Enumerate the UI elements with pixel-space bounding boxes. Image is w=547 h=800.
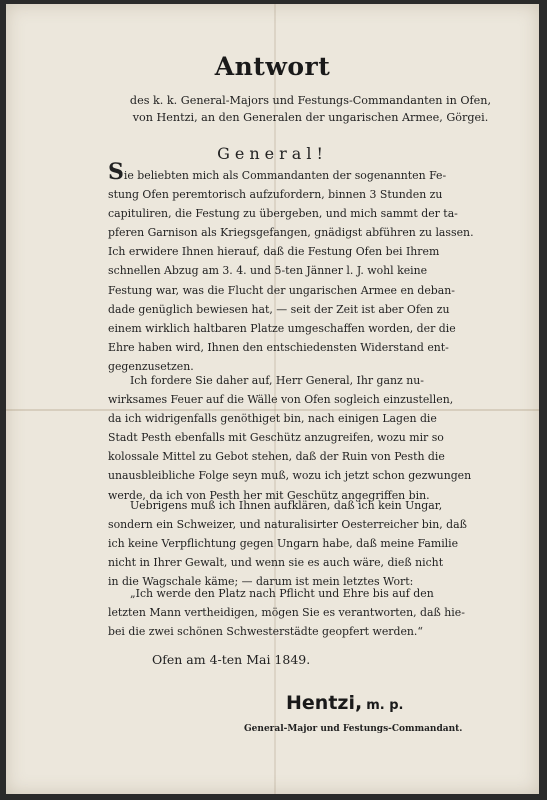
paragraph-line: schnellen Abzug am 3. 4. und 5-ten Jänner l. J. wohl keine <box>108 264 428 278</box>
paragraph-4-quote <box>108 584 465 641</box>
paragraph-line: kolossale Mittel zu Gebot stehen, daß der Ruin von Pesth die <box>108 450 445 464</box>
paragraph-line: bei die zwei schönen Schwesterstädte geopfert werden.“ <box>108 625 423 639</box>
paragraph-1 <box>108 159 474 376</box>
subtitle-line: des k. k. General-Majors und Festungs-Commandanten in Ofen, <box>129 94 492 107</box>
paragraph-line: Ich fordere Sie daher auf, Herr General, Ihr ganz nu- <box>130 374 424 387</box>
signer-suffix: m. p. <box>366 698 404 713</box>
signer-title: General-Major und Festungs-Commandant. <box>244 724 463 734</box>
paragraph-line: Festung war, was die Flucht der ungarischen Armee en deban- <box>108 283 455 297</box>
paragraph-line: ich keine Verpflichtung gegen Ungarn habe, daß meine Familie <box>108 537 459 551</box>
paragraph-line: dade genüglich bewiesen hat, — seit der Zeit ist aber Ofen zu <box>108 302 450 316</box>
paragraph-2 <box>108 371 472 505</box>
place-date: Ofen am 4-ten Mai 1849. <box>152 652 311 667</box>
salutation: General! <box>217 144 328 163</box>
paragraph-line: „Ich werde den Platz nach Pflicht und Ehre bis auf den <box>130 587 434 600</box>
paragraph-line: sondern ein Schweizer, und naturalisirter Oesterreicher bin, daß <box>108 518 467 532</box>
paragraph-line: Sie beliebten mich als Commandanten der sogenannten Fe- <box>108 159 447 185</box>
paragraph-line: nicht in Ihrer Gewalt, und wenn sie es auch wäre, dieß nicht <box>108 556 444 570</box>
paragraph-line: letzten Mann vertheidigen, mögen Sie es verantworten, daß hie- <box>108 606 465 620</box>
signature-name <box>286 692 403 714</box>
drop-initial: S <box>108 159 124 185</box>
paragraph-line: in die Wagschale käme; — darum ist mein letztes Wort: <box>108 575 414 589</box>
paragraph-line: da ich widrigenfalls genöthiget bin, nach einigen Lagen die <box>108 412 437 426</box>
document-subtitle <box>102 92 519 126</box>
document-sheet <box>6 4 539 794</box>
paragraph-line: Uebrigens muß ich Ihnen aufklären, daß ich kein Ungar, <box>130 499 443 512</box>
paragraph-line: einem wirklich haltbaren Platze umgeschaffen worden, der die <box>108 321 456 335</box>
paragraph-3 <box>108 496 467 591</box>
paragraph-line: Ehre haben wird, Ihnen den entschiedensten Widerstand ent- <box>108 340 449 354</box>
paragraph-line: gegenzusetzen. <box>108 359 194 373</box>
paragraph-line: werde, da ich von Pesth her mit Geschütz angegriffen bin. <box>108 488 430 502</box>
paragraph-line: unausbleibliche Folge seyn muß, wozu ich jetzt schon gezwungen <box>108 469 472 483</box>
paragraph-line: wirksames Feuer auf die Wälle von Ofen sogleich einzustellen, <box>108 393 454 407</box>
signer-name: Hentzi, <box>286 692 363 714</box>
paragraph-line: capituliren, die Festung zu übergeben, und mich sammt der ta- <box>108 207 458 221</box>
paragraph-line: Stadt Pesth ebenfalls mit Geschütz anzugreifen, wozu mir so <box>108 431 444 445</box>
document-title: Antwort <box>214 52 331 81</box>
paragraph-line: stung Ofen peremtorisch aufzufordern, binnen 3 Stunden zu <box>108 188 443 202</box>
subtitle-line: von Hentzi, an den Generalen der ungarischen Armee, Görgei. <box>132 111 489 124</box>
paragraph-line: Ich erwidere Ihnen hierauf, daß die Festung Ofen bei Ihrem <box>108 245 440 259</box>
paragraph-line: pferen Garnison als Kriegsgefangen, gnädigst abführen zu lassen. <box>108 226 474 240</box>
